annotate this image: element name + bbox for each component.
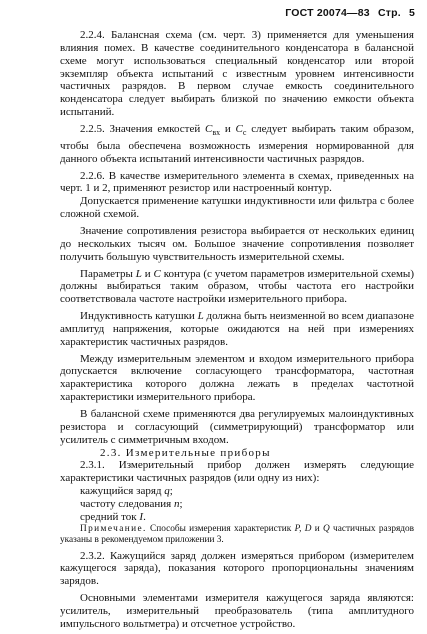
document-body <box>60 29 414 631</box>
capacitance-symbol: C <box>235 122 243 135</box>
paragraph-2-2-6-allowed: Допускается применение катушки индуктивности или фильтра с более сложной схемой. <box>60 195 414 221</box>
subscript: с <box>242 128 247 138</box>
text-run: Способы измерения характеристик <box>146 523 295 534</box>
text-run: 2.2.5. Значения емкостей <box>80 122 205 135</box>
variable-symbol: q <box>164 485 170 498</box>
text-run: Индуктивность катушки <box>80 310 198 323</box>
section-heading-2-3: 2.3. Измерительные приборы <box>100 446 271 459</box>
capacitance-symbol: C <box>153 267 161 280</box>
text-run: частоту следования <box>80 497 174 510</box>
text-run: кажущийся заряд <box>80 485 165 498</box>
capacitance-symbol: C <box>204 122 213 135</box>
text-run: ; <box>179 497 183 510</box>
paragraph-meter-elements: Основными элементами измерителя кажущегося заряда являются: усилитель, измерительный преобразователь (типа амплитудного импульсного вольтметра) и отсчетное устройство. <box>60 592 414 630</box>
list-item <box>60 485 414 498</box>
variable-symbol: Q <box>323 523 330 534</box>
text-run: . <box>143 510 146 523</box>
text-run: должна быть неизменной во всем диапазоне амплитуд напряжения, которые ожидаются на ней при измерениях характеристик частичных разрядов. <box>60 310 414 348</box>
paragraph-balance: В балансной схеме применяются два регулируемых малоиндуктивных резистора и согласующий (симметрирующий) трансформатор или усилитель с симметричным входом. <box>60 407 414 446</box>
page-label: Стр. <box>377 7 401 19</box>
paragraph-lc-params <box>60 268 414 307</box>
paragraph-resistor: Значение сопротивления резистора выбирается от нескольких единиц до нескольких тысяч ом. Большое значение сопротивления позволяет получить большую чувствительность измерительной схемы. <box>60 225 414 263</box>
variable-symbol: I <box>139 510 144 523</box>
inductance-symbol: L <box>197 310 204 323</box>
paragraph-2-2-6: 2.2.6. В качестве измерительного элемента в схемах, приведенных на черт. 1 и 2, применяют резистор или настроенный контур. <box>60 169 414 195</box>
text-run: контура (с учетом параметров измерительной схемы) должны выбираться таким образом, чтобы частота его настройки соответствовала частоте настройки измерительного прибора. <box>60 267 414 306</box>
text-run: ; <box>169 485 173 498</box>
paragraph-2-3-1: 2.3.1. Измерительный прибор должен измерять следующие характеристики частичных разрядов (или одну из них): <box>60 459 414 485</box>
text-run: частичных разрядов указаны в рекомендуемом приложении 3. <box>60 523 415 545</box>
standard-number: ГОСТ 20074—83 <box>285 7 370 19</box>
note-label: Примечание. <box>80 523 147 534</box>
text-run: средний ток <box>80 510 140 523</box>
text-run: и <box>141 267 154 280</box>
paragraph-2-3-2: 2.3.2. Кажущийся заряд должен измеряться прибором (измерителем кажущегося заряда), показания которого пропорциональны значениям зарядов. <box>60 549 414 588</box>
text-run: и <box>220 122 236 135</box>
paragraph-inductance <box>60 310 414 349</box>
text-run: следует выбирать таким образом, чтобы была обеспечена возможность измерения нормированной для данного объекта испытаний интенсивности частичных разрядов. <box>60 122 414 165</box>
note <box>60 524 414 546</box>
text-run: и <box>311 523 324 534</box>
list-item <box>60 498 414 511</box>
variable-symbol: n <box>173 497 180 510</box>
inductance-symbol: L <box>135 267 142 280</box>
text-run: Параметры <box>80 267 136 280</box>
paragraph-transformer: Между измерительным элементом и входом измерительного прибора допускается включение согласующего трансформатора, частотная характеристика которого должна лежать в пределах частотной характеристики измерительного прибора. <box>60 352 414 404</box>
page-number: 5 <box>408 7 415 19</box>
subscript: вх <box>212 128 221 138</box>
paragraph-2-2-5 <box>60 123 414 166</box>
paragraph-2-2-4: 2.2.4. Балансная схема (см. черт. 3) применяется для уменьшения влияния помех. В качестве соединительного конденсатора в балансной схеме могут использоваться специальный конденсатор или второй экземпляр объекта испытаний с известным уровнем интенсивности частичных разрядов. В первом случае емкость соединительного конденсатора следует выбирать близкой по значению емкости объекта испытаний. <box>60 29 414 119</box>
variable-symbol: P, D <box>294 523 312 534</box>
page-header <box>280 7 415 19</box>
list-item <box>60 511 414 524</box>
